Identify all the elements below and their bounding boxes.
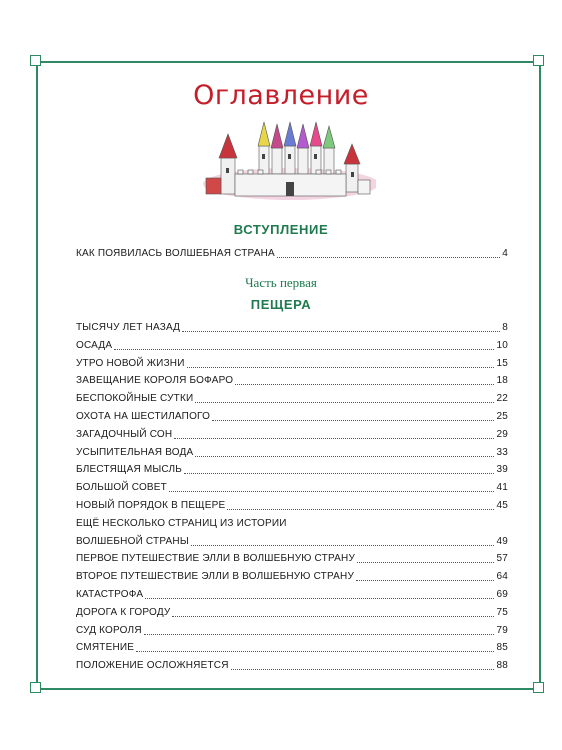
castle-illustration	[196, 118, 376, 202]
toc-entry[interactable]	[76, 585, 508, 601]
frame-bottom-line	[36, 688, 541, 690]
toc-entry-title: ВТОРОЕ ПУТЕШЕСТВИЕ ЭЛЛИ В ВОЛШЕБНУЮ СТРАНУ	[76, 571, 355, 583]
part-heading: ПЕЩЕРА	[250, 297, 312, 312]
toc-leader-dots	[172, 616, 494, 617]
toc-entry-page: 33	[496, 446, 508, 458]
part-label: Часть первая	[245, 275, 317, 290]
toc-entry[interactable]	[76, 371, 508, 387]
toc-entry-title: ДОРОГА К ГОРОДУ	[76, 606, 171, 618]
toc-leader-dots	[231, 669, 495, 670]
toc-entry-page: 39	[496, 464, 508, 476]
toc-entry-title: СМЯТЕНИЕ	[76, 642, 135, 654]
toc-entry-title: БЕСПОКОЙНЫЕ СУТКИ	[76, 393, 194, 405]
toc-entry-title: КАК ПОЯВИЛАСЬ ВОЛШЕБНАЯ СТРАНА	[76, 248, 275, 259]
toc-leader-dots	[356, 580, 494, 581]
frame-corner-top-right	[533, 55, 544, 66]
toc-entry[interactable]	[76, 603, 508, 619]
toc-entry[interactable]	[76, 638, 508, 654]
toc-entry-title: ЗАВЕЩАНИЕ КОРОЛЯ БОФАРО	[76, 375, 234, 387]
toc-leader-dots	[169, 491, 494, 492]
toc-leader-dots	[182, 331, 500, 332]
toc-leader-dots	[227, 509, 494, 510]
toc-entry[interactable]	[76, 425, 508, 441]
toc-entry-title: ОХОТА НА ШЕСТИЛАПОГО	[76, 411, 211, 422]
frame-top-line	[36, 61, 541, 63]
toc-entry-page: 22	[496, 393, 508, 405]
toc-entry-page: 45	[496, 500, 508, 511]
toc-entry-title: ПОЛОЖЕНИЕ ОСЛОЖНЯЕТСЯ	[76, 660, 229, 672]
toc-entry[interactable]	[76, 244, 508, 260]
toc-entry-page: 15	[496, 357, 508, 369]
frame-corner-top-left	[30, 55, 41, 66]
toc-entry[interactable]	[76, 318, 508, 334]
toc-entry[interactable]	[76, 478, 508, 494]
toc-entry-title: УСЫПИТЕЛЬНАЯ ВОДА	[76, 446, 194, 458]
toc-leader-dots	[187, 367, 495, 368]
toc-entry-page: 18	[496, 375, 508, 387]
toc-entry-page: 64	[496, 571, 508, 583]
toc-leader-dots	[184, 473, 494, 474]
toc-entry-title: БЛЕСТЯЩАЯ МЫСЛЬ	[76, 464, 183, 476]
toc-entry-title: БОЛЬШОЙ СОВЕТ	[76, 482, 167, 494]
toc-entry-page: 69	[496, 589, 508, 600]
toc-entry-title: НОВЫЙ ПОРЯДОК В ПЕЩЕРЕ	[76, 500, 226, 511]
toc-entry[interactable]	[76, 549, 508, 565]
toc-entry[interactable]	[76, 389, 508, 405]
toc-entry[interactable]	[76, 514, 508, 530]
toc-entry-page: 29	[496, 428, 508, 440]
toc-entry[interactable]	[76, 336, 508, 352]
frame-right-line	[539, 61, 541, 690]
frame-left-line	[36, 61, 38, 690]
toc-entry[interactable]	[76, 656, 508, 672]
toc-entry[interactable]	[76, 496, 508, 512]
toc-entry-title: КАТАСТРОФА	[76, 589, 144, 600]
page-title: Оглавление	[193, 80, 369, 111]
toc-entry-page: 8	[502, 322, 508, 333]
toc-entry-title: ПЕРВОЕ ПУТЕШЕСТВИЕ ЭЛЛИ В ВОЛШЕБНУЮ СТРАНУ	[76, 553, 356, 565]
toc-leader-dots	[195, 456, 494, 457]
toc-entry-title: СУД КОРОЛЯ	[76, 624, 142, 636]
toc-leader-dots	[145, 598, 494, 599]
toc-entry-page: 79	[496, 624, 508, 636]
toc-leader-dots	[136, 651, 494, 652]
frame-corner-bottom-right	[533, 682, 544, 693]
toc-leader-dots	[191, 545, 495, 546]
toc-entry-page: 88	[496, 660, 508, 672]
toc-entry-page: 75	[496, 606, 508, 618]
toc-entry-page: 49	[496, 535, 508, 547]
frame-corner-bottom-left	[30, 682, 41, 693]
intro-heading: ВСТУПЛЕНИЕ	[233, 222, 329, 237]
toc-entry-page: 4	[502, 248, 508, 259]
toc-leader-dots	[144, 634, 495, 635]
toc-entry[interactable]	[76, 532, 508, 548]
toc-leader-dots	[195, 402, 494, 403]
toc-leader-dots	[235, 384, 494, 385]
toc-entry[interactable]	[76, 407, 508, 423]
toc-entry-title: ЕЩЁ НЕСКОЛЬКО СТРАНИЦ ИЗ ИСТОРИИ	[76, 517, 287, 529]
toc-entry[interactable]	[76, 443, 508, 459]
toc-leader-dots	[114, 349, 494, 350]
toc-entry[interactable]	[76, 460, 508, 476]
toc-entry-title: ЗАГАДОЧНЫЙ СОН	[76, 428, 173, 440]
toc-entry-title: УТРО НОВОЙ ЖИЗНИ	[76, 357, 185, 369]
toc-entry-page: 10	[496, 339, 508, 351]
toc-entry-page: 41	[496, 482, 508, 494]
toc-leader-dots	[277, 257, 500, 258]
toc-entry-title: ОСАДА	[76, 339, 113, 351]
toc-leader-dots	[357, 562, 494, 563]
toc-entry[interactable]	[76, 567, 508, 583]
toc-entry[interactable]	[76, 354, 508, 370]
toc-leader-dots	[212, 420, 494, 421]
toc-entry-page: 85	[496, 642, 508, 654]
toc-entry[interactable]	[76, 621, 508, 637]
toc-entry-page: 25	[496, 411, 508, 422]
toc-entry-title: ТЫСЯЧУ ЛЕТ НАЗАД	[76, 322, 181, 333]
toc-leader-dots	[174, 438, 494, 439]
toc-entry-title: ВОЛШЕБНОЙ СТРАНЫ	[76, 535, 189, 547]
toc-entry-page: 57	[496, 553, 508, 565]
